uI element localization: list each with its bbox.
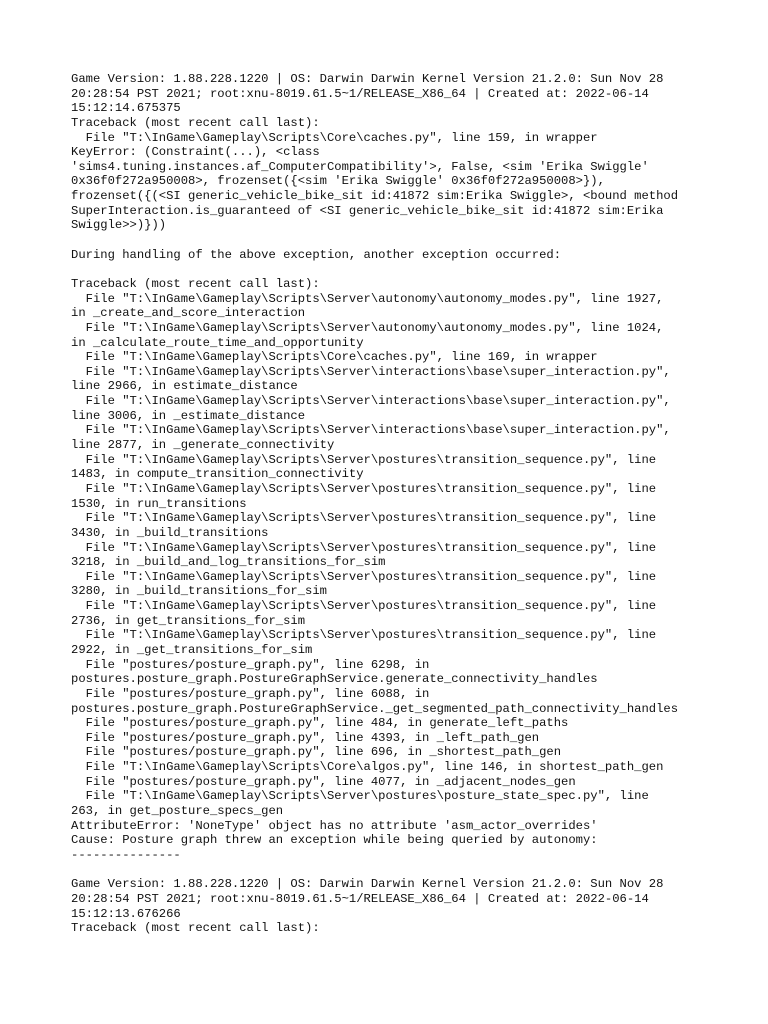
log-line: File "postures/posture_graph.py", line 6088, in bbox=[71, 686, 430, 701]
log-line: File "T:\InGame\Gameplay\Scripts\Server\postures\transition_sequence.py", line bbox=[71, 569, 657, 584]
log-line: line 2877, in _generate_connectivity bbox=[71, 438, 335, 453]
log-line: Traceback (most recent call last): bbox=[71, 115, 320, 130]
log-document bbox=[71, 72, 751, 936]
log-line: File "postures/posture_graph.py", line 484, in generate_left_paths bbox=[71, 716, 569, 731]
log-line: File "T:\InGame\Gameplay\Scripts\Server\postures\transition_sequence.py", line bbox=[71, 511, 657, 526]
log-line: File "T:\InGame\Gameplay\Scripts\Server\interactions\base\super_interaction.py", bbox=[71, 364, 671, 379]
log-line: in _create_and_score_interaction bbox=[71, 306, 306, 321]
log-line: Game Version: 1.88.228.1220 | OS: Darwin Darwin Kernel Version 21.2.0: Sun Nov 28 bbox=[71, 72, 664, 86]
log-line: File "postures/posture_graph.py", line 4077, in _adjacent_nodes_gen bbox=[71, 774, 576, 789]
log-line: 'sims4.tuning.instances.af_ComputerCompatibility'>, False, <sim 'Erika Swiggle' bbox=[71, 159, 649, 174]
log-line bbox=[71, 863, 751, 878]
log-line: File "T:\InGame\Gameplay\Scripts\Server\autonomy\autonomy_modes.py", line 1927, bbox=[71, 291, 664, 306]
log-line: File "T:\InGame\Gameplay\Scripts\Server\postures\transition_sequence.py", line bbox=[71, 628, 657, 643]
log-line: Traceback (most recent call last): bbox=[71, 921, 320, 936]
log-line: File "T:\InGame\Gameplay\Scripts\Core\algos.py", line 146, in shortest_path_gen bbox=[71, 760, 664, 775]
log-line: 2736, in get_transitions_for_sim bbox=[71, 613, 306, 628]
log-line: Traceback (most recent call last): bbox=[71, 276, 320, 291]
log-line: Cause: Posture graph threw an exception while being queried by autonomy: bbox=[71, 833, 598, 848]
log-line: 3218, in _build_and_log_transitions_for_sim bbox=[71, 555, 386, 570]
log-line: File "postures/posture_graph.py", line 4393, in _left_path_gen bbox=[71, 730, 540, 745]
log-line: KeyError: (Constraint(...), <class bbox=[71, 145, 320, 160]
log-line: 1483, in compute_transition_connectivity bbox=[71, 467, 364, 482]
log-line: postures.posture_graph.PostureGraphService._get_segmented_path_connectivity_handles bbox=[71, 701, 679, 716]
log-line: frozenset({(<SI generic_vehicle_bike_sit id:41872 sim:Erika Swiggle>, <bound method bbox=[71, 189, 679, 204]
log-line: During handling of the above exception, another exception occurred: bbox=[71, 247, 562, 262]
log-line: 20:28:54 PST 2021; root:xnu-8019.61.5~1/RELEASE_X86_64 | Created at: 2022-06-14 bbox=[71, 891, 649, 906]
log-line: 20:28:54 PST 2021; root:xnu-8019.61.5~1/RELEASE_X86_64 | Created at: 2022-06-14 bbox=[71, 86, 649, 101]
log-line bbox=[71, 262, 751, 277]
log-line: AttributeError: 'NoneType' object has no attribute 'asm_actor_overrides' bbox=[71, 818, 598, 833]
log-line: Game Version: 1.88.228.1220 | OS: Darwin Darwin Kernel Version 21.2.0: Sun Nov 28 bbox=[71, 877, 664, 892]
log-line: postures.posture_graph.PostureGraphService.generate_connectivity_handles bbox=[71, 672, 598, 687]
log-line: 263, in get_posture_specs_gen bbox=[71, 804, 284, 819]
log-line: File "postures/posture_graph.py", line 696, in _shortest_path_gen bbox=[71, 745, 562, 760]
log-line: File "T:\InGame\Gameplay\Scripts\Core\caches.py", line 159, in wrapper bbox=[71, 130, 598, 145]
log-line: SuperInteraction.is_guaranteed of <SI generic_vehicle_bike_sit id:41872 sim:Erika bbox=[71, 203, 664, 218]
log-line: File "T:\InGame\Gameplay\Scripts\Server\postures\posture_state_spec.py", line bbox=[71, 789, 649, 804]
log-line: File "T:\InGame\Gameplay\Scripts\Server\postures\transition_sequence.py", line bbox=[71, 481, 657, 496]
log-line: 15:12:14.675375 bbox=[71, 101, 181, 116]
log-line: File "T:\InGame\Gameplay\Scripts\Server\interactions\base\super_interaction.py", bbox=[71, 423, 671, 438]
log-line: 1530, in run_transitions bbox=[71, 496, 247, 511]
log-line: line 3006, in _estimate_distance bbox=[71, 408, 306, 423]
log-line: File "T:\InGame\Gameplay\Scripts\Core\caches.py", line 169, in wrapper bbox=[71, 350, 598, 365]
log-line: 2922, in _get_transitions_for_sim bbox=[71, 642, 313, 657]
log-line bbox=[71, 233, 751, 248]
log-line: File "T:\InGame\Gameplay\Scripts\Server\autonomy\autonomy_modes.py", line 1024, bbox=[71, 320, 664, 335]
log-line: Swiggle>>)})) bbox=[71, 218, 167, 233]
log-line: --------------- bbox=[71, 847, 181, 862]
log-line: File "T:\InGame\Gameplay\Scripts\Server\postures\transition_sequence.py", line bbox=[71, 599, 657, 614]
log-line: File "T:\InGame\Gameplay\Scripts\Server\postures\transition_sequence.py", line bbox=[71, 540, 657, 555]
log-line: line 2966, in estimate_distance bbox=[71, 379, 298, 394]
log-line: File "postures/posture_graph.py", line 6298, in bbox=[71, 657, 430, 672]
log-line: 15:12:13.676266 bbox=[71, 906, 181, 921]
log-line: 3430, in _build_transitions bbox=[71, 525, 269, 540]
log-line: 3280, in _build_transitions_for_sim bbox=[71, 584, 327, 599]
log-line: File "T:\InGame\Gameplay\Scripts\Server\postures\transition_sequence.py", line bbox=[71, 452, 657, 467]
log-line: in _calculate_route_time_and_opportunity bbox=[71, 335, 364, 350]
log-line: File "T:\InGame\Gameplay\Scripts\Server\interactions\base\super_interaction.py", bbox=[71, 394, 671, 409]
log-line: 0x36f0f272a950008>, frozenset({<sim 'Erika Swiggle' 0x36f0f272a950008>}), bbox=[71, 174, 605, 189]
